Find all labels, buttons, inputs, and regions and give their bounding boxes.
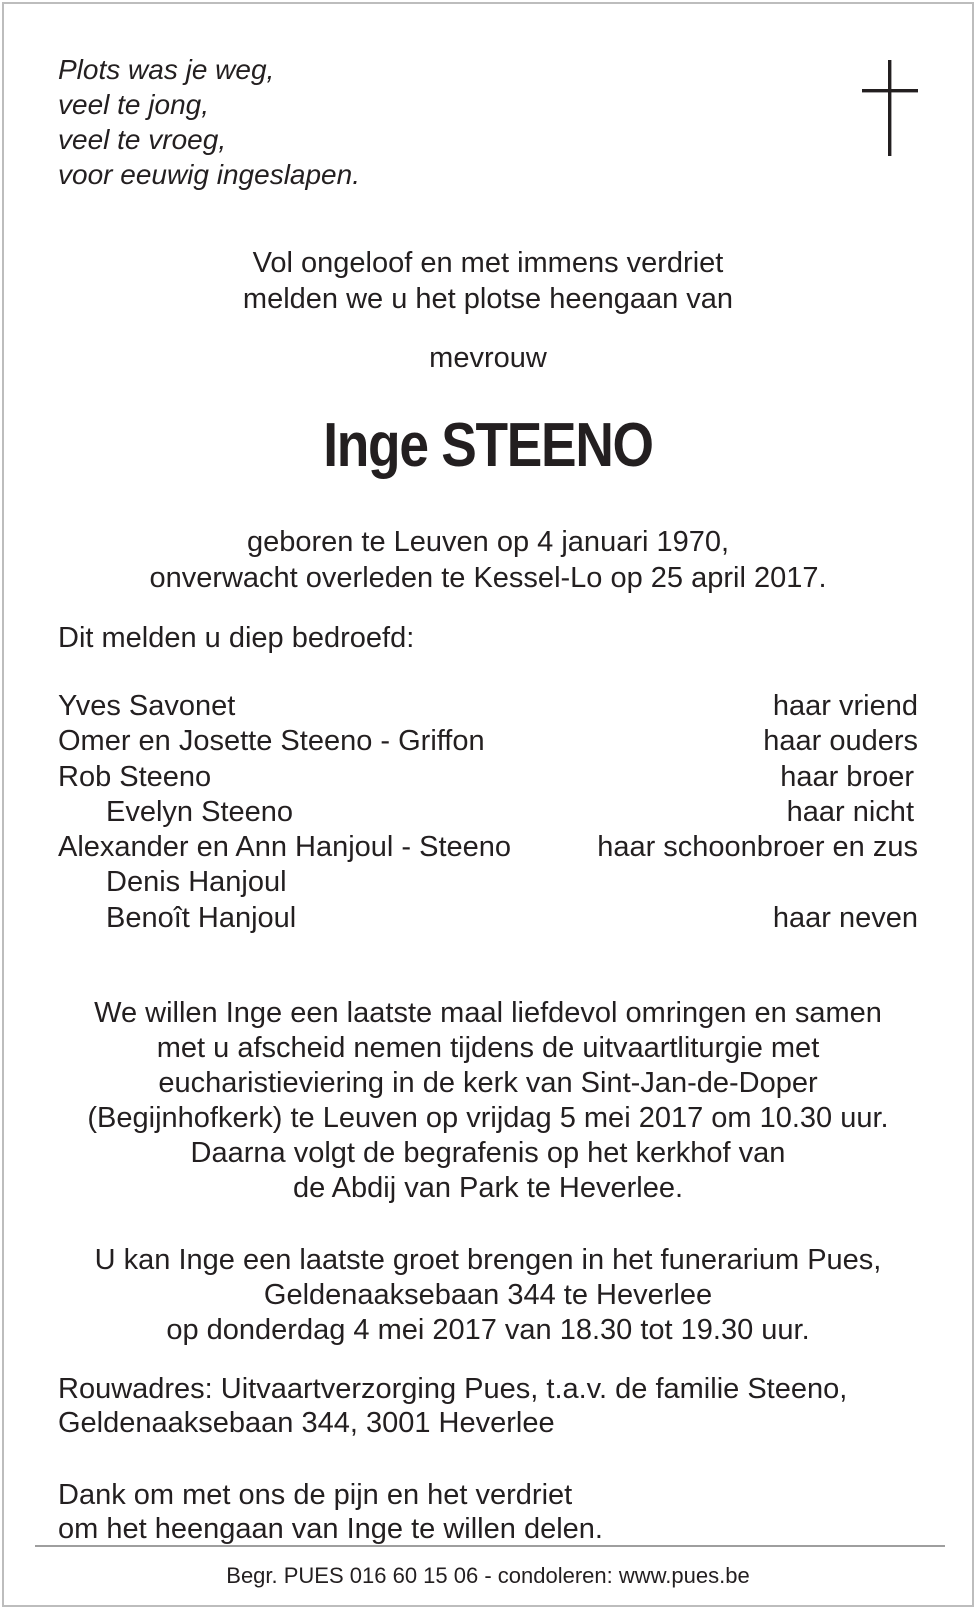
mourning-address xyxy=(58,1372,847,1440)
list-item xyxy=(58,795,918,830)
birth-death-dates xyxy=(0,524,976,596)
intro-line: melden we u het plotse heengaan van xyxy=(242,283,734,315)
cross-icon xyxy=(862,60,918,156)
mourner-relation: haar ouders xyxy=(763,725,918,758)
service-details xyxy=(0,996,976,1206)
service-line: de Abdij van Park te Heverlee. xyxy=(292,1172,684,1204)
mourner-relation: haar neven xyxy=(772,901,918,934)
mourner-relation: haar nicht xyxy=(786,795,914,828)
thanks-line: om het heengaan van Inge te willen delen. xyxy=(58,1513,603,1545)
poem xyxy=(58,52,558,192)
viewing-line: U kan Inge een laatste groet brengen in het funerarium Pues, xyxy=(94,1244,882,1276)
mourner-relation: haar schoonbroer en zus xyxy=(597,831,918,864)
list-item xyxy=(58,865,918,900)
poem-line: veel te jong, xyxy=(58,89,209,120)
mourner-name: Benoît Hanjoul xyxy=(106,901,297,934)
service-line: met u afscheid nemen tijdens de uitvaartliturgie met xyxy=(156,1032,820,1064)
viewing-details xyxy=(0,1243,976,1348)
death-line: onverwacht overleden te Kessel-Lo op 25 april 2017. xyxy=(149,562,827,594)
service-line: Daarna volgt de begrafenis op het kerkhof van xyxy=(190,1137,786,1169)
thanks-text xyxy=(58,1478,603,1546)
list-item xyxy=(58,901,918,936)
mourner-name: Yves Savonet xyxy=(58,690,236,722)
mourners-list xyxy=(58,689,918,936)
footer-text: Begr. PUES 016 60 15 06 - condoleren: www.pues.be xyxy=(226,1563,750,1588)
deceased-title: mevrouw xyxy=(429,342,547,374)
mourner-name: Alexander en Ann Hanjoul - Steeno xyxy=(58,831,512,864)
mourner-relation: haar vriend xyxy=(772,690,918,722)
mourner-name: Evelyn Steeno xyxy=(106,795,294,828)
list-item xyxy=(58,724,918,759)
service-line: (Begijnhofkerk) te Leuven op vrijdag 5 mei 2017 om 10.30 uur. xyxy=(87,1102,889,1134)
mourner-relation: haar broer xyxy=(780,760,914,793)
list-item xyxy=(58,830,918,865)
intro-text xyxy=(0,245,976,317)
list-item xyxy=(58,760,918,795)
service-line: We willen Inge een laatste maal liefdevol omringen en samen xyxy=(94,997,882,1029)
service-line: eucharistieviering in de kerk van Sint-Jan-de-Doper xyxy=(158,1067,818,1099)
footer-divider xyxy=(35,1545,945,1547)
address-line: Rouwadres: Uitvaartverzorging Pues, t.a.v. de familie Steeno, xyxy=(58,1373,848,1405)
mourners-heading: Dit melden u diep bedroefd: xyxy=(58,622,415,654)
viewing-line: op donderdag 4 mei 2017 van 18.30 tot 19.30 uur. xyxy=(166,1314,810,1346)
poem-line: voor eeuwig ingeslapen. xyxy=(58,159,360,190)
thanks-line: Dank om met ons de pijn en het verdriet xyxy=(58,1479,573,1511)
intro-line: Vol ongeloof en met immens verdriet xyxy=(252,247,724,279)
viewing-line: Geldenaaksebaan 344 te Heverlee xyxy=(263,1279,713,1311)
poem-line: veel te vroeg, xyxy=(58,124,227,155)
mourner-name: Denis Hanjoul xyxy=(106,866,287,899)
deceased-name: Inge STEENO xyxy=(323,411,653,480)
address-line: Geldenaaksebaan 344, 3001 Heverlee xyxy=(58,1407,555,1439)
mourner-name: Rob Steeno xyxy=(58,760,212,793)
poem-line: Plots was je weg, xyxy=(58,54,275,85)
birth-line: geboren te Leuven op 4 januari 1970, xyxy=(246,526,730,558)
mourner-name: Omer en Josette Steeno - Griffon xyxy=(58,725,485,758)
list-item xyxy=(58,689,918,724)
